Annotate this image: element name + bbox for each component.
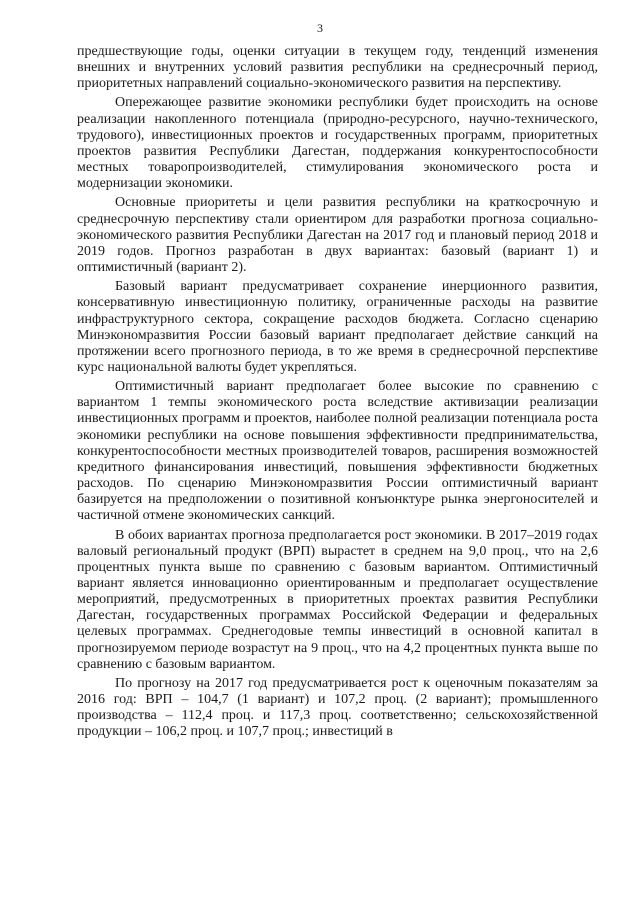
document-body [77,44,598,741]
paragraph-economic-development: Опережающее развитие экономики республики будет происходить на основе реализации накопленного потенциала (природно-ресурсного, научно-технического, трудового), инвестиционных проектов и государственных программ, приоритетных проектов развития Республики Дагестан, поддержания конкурентоспособности местных товаропроизводителей, стимулирования экономического роста и модернизации экономики. [77,95,598,192]
paragraph-optimistic-variant: Оптимистичный вариант предполагает более высокие по сравнению с вариантом 1 темпы экономического роста вследствие активизации реализации инвестиционных программ и проектов, наиболее полной реализации потенциала роста экономики республики на основе повышения эффективности предпринимательства, конкурентоспособности местных производителей товаров, расширения возможностей кредитного финансирования инвестиций, повышения эффективности бюджетных расходов. По сценарию Минэкономразвития России оптимистичный вариант базируется на предположении о позитивной конъюнктуре рынка энергоносителей и частичной отмене экономических санкций. [77,379,598,524]
paragraph-growth-forecast: В обоих вариантах прогноза предполагается рост экономики. В 2017–2019 годах валовый региональный продукт (ВРП) вырастет в среднем на 9,0 проц., что на 2,6 процентных пункта выше по сравнению с базовым вариантом. Оптимистичный вариант является инновационно ориентированным и предполагает осуществление мероприятий, предусмотренных в приоритетных проектах развития Республики Дагестан, государственных программах Российской Федерации и федеральных целевых программах. Среднегодовые темпы инвестиций в основной капитал в прогнозируемом периоде возрастут на 9 проц., что на 4,2 процентных пункта выше по сравнению с базовым вариантом. [77,527,598,672]
paragraph-base-variant: Базовый вариант предусматривает сохранение инерционного развития, консервативную инвестиционную политику, ограниченные расходы на развитие инфраструктурного сектора, сокращение расходов бюджета. Согласно сценарию Минэкономразвития России базовый вариант предполагает действие санкций на протяжении всего прогнозного периода, в то же время в среднесрочной перспективе курс национальной валюты будет укрепляться. [77,279,598,375]
paragraph-2017-forecast: По прогнозу на 2017 год предусматривается рост к оценочным показателям за 2016 год: ВРП – 104,7 (1 вариант) и 107,2 проц. (2 вариант); промышленного производства – 112,4 проц. и 117,3 проц. соответственно; сельскохозяйственной продукции – 106,2 проц. и 107,7 проц.; инвестиций в [77,675,598,740]
page-number: 3 [317,21,323,35]
paragraph-continuation: предшествующие годы, оценки ситуации в текущем году, тенденций изменения внешних и внутренних условий развития республики на среднесрочный период, приоритетных направлений социально-экономического развития на перспективу. [77,44,598,92]
paragraph-priorities: Основные приоритеты и цели развития республики на краткосрочную и среднесрочную перспективу стали ориентиром для разработки прогноза социально-экономического развития Республики Дагестан на 2017 год и плановый период 2018 и 2019 годов. Прогноз разработан в двух вариантах: базовый (вариант 1) и оптимистичный (вариант 2). [77,195,598,276]
